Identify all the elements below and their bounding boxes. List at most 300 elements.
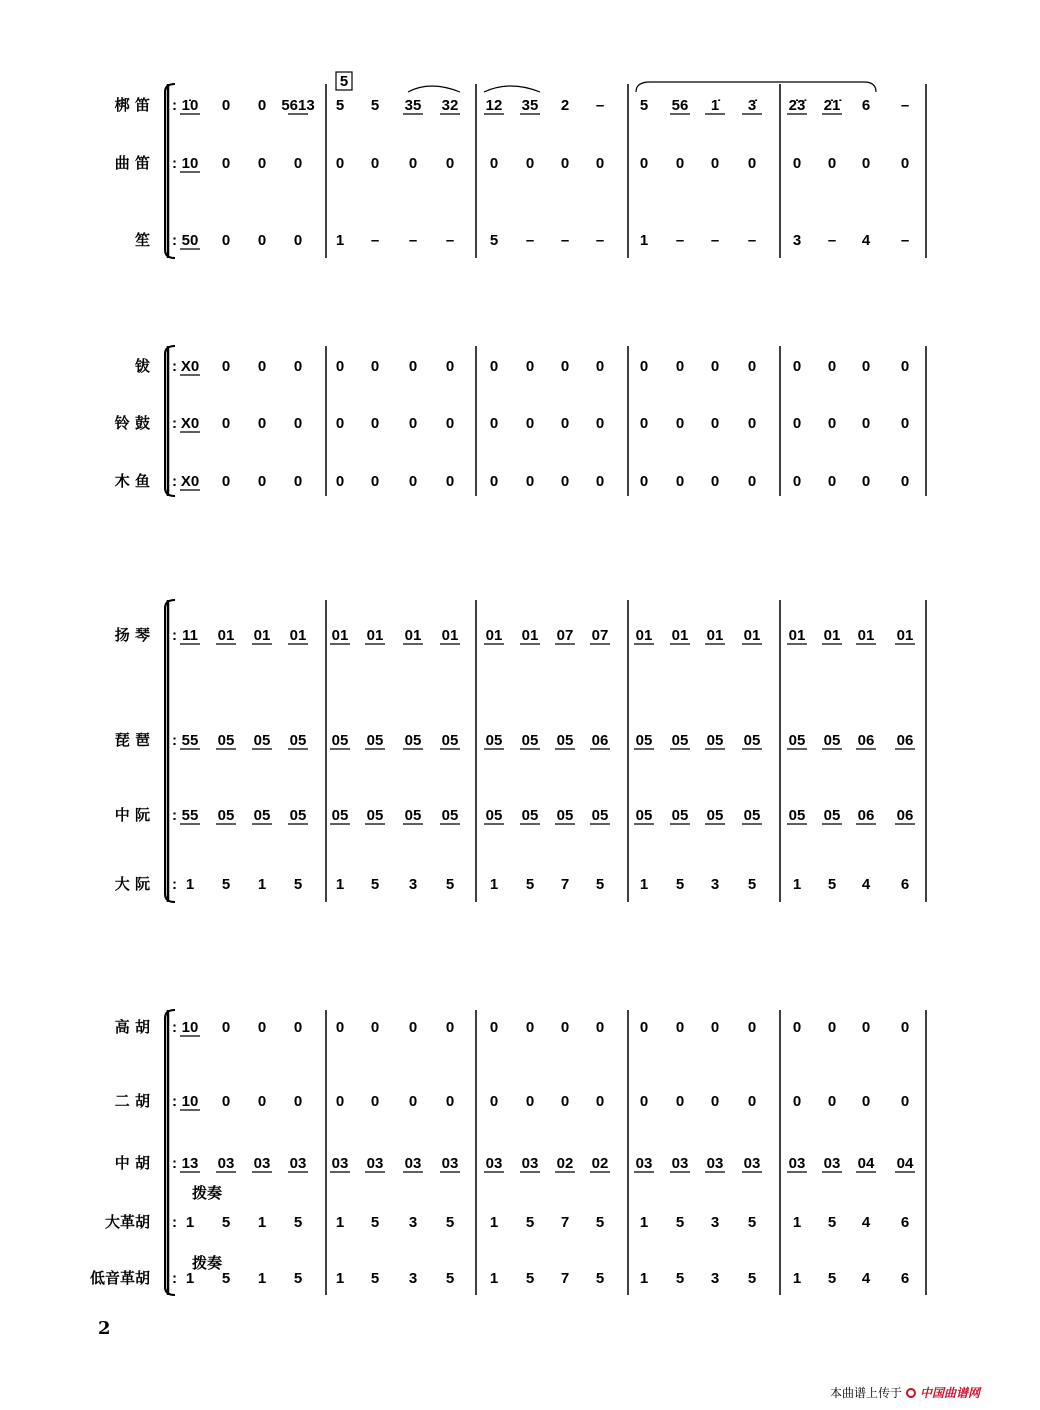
note: 56 — [671, 97, 689, 114]
note: 04 — [857, 1155, 875, 1172]
note: 0 — [221, 97, 231, 114]
note: 1 — [257, 1270, 267, 1287]
note: – — [408, 232, 418, 249]
note: 0 — [445, 1019, 455, 1036]
repeat-sign: : — [172, 1270, 177, 1287]
note: 1 — [185, 1270, 195, 1287]
note: 05 — [743, 807, 761, 824]
note: 0 — [900, 1093, 910, 1110]
note: 5 — [525, 876, 535, 893]
note: 0 — [710, 1019, 720, 1036]
note: 5 — [221, 876, 231, 893]
note: 0 — [861, 415, 871, 432]
note: 3̇ — [747, 97, 757, 114]
note: 0 — [675, 1093, 685, 1110]
note: 0 — [408, 473, 418, 490]
note: 05 — [289, 732, 307, 749]
note: 4 — [861, 1270, 871, 1287]
note: 05 — [635, 732, 653, 749]
note: 03 — [485, 1155, 503, 1172]
note: 5613 — [281, 97, 315, 114]
note: 05 — [217, 732, 235, 749]
note: – — [445, 232, 455, 249]
note: 5 — [445, 1270, 455, 1287]
note: 5 — [445, 1214, 455, 1231]
note: 0 — [900, 358, 910, 375]
note: 05 — [366, 807, 384, 824]
note: 0 — [221, 1019, 231, 1036]
note: 5 — [675, 876, 685, 893]
note: 1 — [792, 1214, 802, 1231]
note: 0 — [445, 358, 455, 375]
note: 5 — [293, 1270, 303, 1287]
note: 0 — [408, 415, 418, 432]
note: 0 — [560, 415, 570, 432]
note: 0 — [525, 415, 535, 432]
note: 5 — [639, 97, 649, 114]
note: 05 — [441, 732, 459, 749]
note: 1 — [335, 232, 345, 249]
note: 0 — [861, 358, 871, 375]
repeat-sign: : — [172, 1019, 177, 1036]
note: – — [595, 232, 605, 249]
note: 0 — [675, 415, 685, 432]
note: 5 — [747, 1270, 757, 1287]
repeat-sign: : — [172, 1093, 177, 1110]
instrument-name: 中 胡 — [114, 1154, 150, 1172]
repeat-sign: : — [172, 1155, 177, 1172]
note: 0 — [560, 1019, 570, 1036]
note: 5 — [370, 97, 380, 114]
note: 5 — [747, 876, 757, 893]
note: 0 — [525, 358, 535, 375]
note: 05 — [485, 807, 503, 824]
note: 0 — [827, 358, 837, 375]
note: 01 — [706, 627, 724, 644]
note: 0 — [257, 1093, 267, 1110]
note: 04 — [896, 1155, 914, 1172]
note: 0 — [639, 1093, 649, 1110]
note: 0 — [675, 473, 685, 490]
note: 03 — [788, 1155, 806, 1172]
instrument-name: 钹 — [134, 357, 150, 375]
note: 0 — [595, 473, 605, 490]
note: 03 — [441, 1155, 459, 1172]
note: 05 — [671, 732, 689, 749]
note: 05 — [556, 732, 574, 749]
note: 0 — [293, 358, 303, 375]
note: 55 — [181, 807, 199, 824]
note: 0 — [827, 1093, 837, 1110]
note: 50 — [181, 232, 199, 249]
repeat-sign: : — [172, 415, 177, 432]
note: 11 — [182, 627, 198, 644]
note: 3 — [710, 876, 720, 893]
note: 35 — [404, 97, 422, 114]
note: – — [560, 232, 570, 249]
note: 0 — [221, 415, 231, 432]
site-logo-icon — [906, 1388, 916, 1398]
note: 0 — [639, 358, 649, 375]
note: 0 — [335, 415, 345, 432]
note: 7 — [560, 876, 570, 893]
note: 05 — [485, 732, 503, 749]
note: 05 — [635, 807, 653, 824]
note: – — [900, 97, 910, 114]
note: 5 — [595, 876, 605, 893]
note: 0 — [747, 1019, 757, 1036]
note: 0 — [293, 232, 303, 249]
note: 3 — [710, 1270, 720, 1287]
note: 0 — [861, 1093, 871, 1110]
note: 55 — [181, 732, 199, 749]
note: 05 — [331, 807, 349, 824]
note: 0 — [221, 155, 231, 172]
note: 01 — [441, 627, 459, 644]
note: 05 — [521, 732, 539, 749]
note: 05 — [591, 807, 609, 824]
note: 05 — [706, 807, 724, 824]
repeat-sign: : — [172, 358, 177, 375]
note: 0 — [445, 415, 455, 432]
note: 0 — [370, 415, 380, 432]
note: 05 — [788, 732, 806, 749]
note: 01 — [366, 627, 384, 644]
note: 0 — [861, 473, 871, 490]
note: 0 — [595, 358, 605, 375]
note: 05 — [404, 807, 422, 824]
note: 01 — [857, 627, 875, 644]
note: 1 — [335, 876, 345, 893]
group-bracket — [165, 600, 175, 902]
note: 12 — [485, 97, 503, 114]
instrument-name: 笙 — [134, 231, 150, 249]
page-number: 2 — [98, 1318, 111, 1339]
note: 1 — [185, 876, 195, 893]
repeat-sign: : — [172, 732, 177, 749]
note: 1 — [257, 1214, 267, 1231]
note: 1 — [792, 1270, 802, 1287]
note: 4 — [861, 876, 871, 893]
note: 2̇3̇ — [788, 97, 806, 114]
repeat-sign: : — [172, 232, 177, 249]
note: 01 — [896, 627, 914, 644]
note: 05 — [253, 807, 271, 824]
note: 0 — [595, 1093, 605, 1110]
note: 03 — [404, 1155, 422, 1172]
note: 0 — [257, 358, 267, 375]
note: 0 — [370, 155, 380, 172]
note: 06 — [857, 732, 875, 749]
note: 0 — [335, 155, 345, 172]
note: 02 — [556, 1155, 574, 1172]
note: 5 — [595, 1214, 605, 1231]
note: 0 — [293, 1019, 303, 1036]
note: – — [675, 232, 685, 249]
note: 10 — [181, 155, 199, 172]
note: 05 — [743, 732, 761, 749]
repeat-sign: : — [172, 627, 177, 644]
note: 0 — [257, 97, 267, 114]
note: 1 — [489, 876, 499, 893]
note: 0 — [639, 473, 649, 490]
note: 6 — [900, 876, 910, 893]
note: 0 — [335, 358, 345, 375]
note: 03 — [253, 1155, 271, 1172]
note: 0 — [489, 1019, 499, 1036]
note: 0 — [408, 358, 418, 375]
note: – — [710, 232, 720, 249]
note: 0 — [792, 415, 802, 432]
note: 5 — [595, 1270, 605, 1287]
note: – — [827, 232, 837, 249]
repeat-sign: : — [172, 155, 177, 172]
note: 0 — [560, 1093, 570, 1110]
note: 0 — [445, 155, 455, 172]
note: 5 — [370, 1270, 380, 1287]
note: 0 — [747, 473, 757, 490]
slur — [484, 86, 540, 92]
note: 5 — [675, 1214, 685, 1231]
note: 0 — [675, 358, 685, 375]
instrument-name: 扬 琴 — [114, 626, 150, 644]
note: 0 — [900, 1019, 910, 1036]
note: 0 — [747, 358, 757, 375]
note: 01 — [635, 627, 653, 644]
note: X0 — [180, 358, 200, 375]
note: 1 — [335, 1270, 345, 1287]
note: 05 — [823, 807, 841, 824]
note: 01 — [485, 627, 503, 644]
note: 1 — [639, 1214, 649, 1231]
note: 6 — [900, 1214, 910, 1231]
note: 0 — [792, 155, 802, 172]
note: 0 — [221, 232, 231, 249]
note: 0 — [525, 1019, 535, 1036]
footer-site: 中国曲谱网 — [919, 1386, 980, 1400]
note: 0 — [525, 473, 535, 490]
note: 0 — [560, 473, 570, 490]
note: 06 — [896, 732, 914, 749]
upload-footer — [830, 1384, 980, 1401]
note: 0 — [408, 1019, 418, 1036]
note: 5 — [525, 1214, 535, 1231]
note: 0 — [489, 415, 499, 432]
note: 0 — [675, 155, 685, 172]
note: 01 — [671, 627, 689, 644]
note: 01 — [743, 627, 761, 644]
note: 06 — [896, 807, 914, 824]
note: 7 — [560, 1270, 570, 1287]
note: 0 — [221, 473, 231, 490]
note: 5 — [293, 876, 303, 893]
repeat-sign: : — [172, 97, 177, 114]
note: 05 — [521, 807, 539, 824]
note: 0 — [710, 415, 720, 432]
instrument-name: 高 胡 — [114, 1018, 150, 1036]
note: 0 — [861, 1019, 871, 1036]
note: 0 — [445, 473, 455, 490]
note: 3 — [408, 1270, 418, 1287]
note: 0 — [792, 1093, 802, 1110]
note: 06 — [591, 732, 609, 749]
note: 01 — [331, 627, 349, 644]
instrument-name: 二 胡 — [114, 1092, 150, 1110]
note: 01 — [788, 627, 806, 644]
note: 0 — [560, 155, 570, 172]
repeat-sign: : — [172, 876, 177, 893]
note: 0 — [335, 1019, 345, 1036]
note: 5 — [525, 1270, 535, 1287]
note: 0 — [257, 1019, 267, 1036]
note: 1̇ — [710, 97, 720, 114]
note: 2̇1̇ — [823, 97, 841, 114]
note: 05 — [441, 807, 459, 824]
instrument-name: 中 阮 — [114, 806, 150, 824]
note: 0 — [370, 473, 380, 490]
note: 0 — [827, 155, 837, 172]
note: 0 — [792, 358, 802, 375]
note: – — [747, 232, 757, 249]
note: 0 — [747, 155, 757, 172]
note: 03 — [366, 1155, 384, 1172]
note: 3 — [710, 1214, 720, 1231]
note: 5 — [221, 1214, 231, 1231]
note: 1 — [639, 1270, 649, 1287]
note: 01 — [289, 627, 307, 644]
note: 01 — [404, 627, 422, 644]
note: 0 — [525, 1093, 535, 1110]
note: 05 — [404, 732, 422, 749]
note: 5 — [827, 1270, 837, 1287]
note: 0 — [293, 473, 303, 490]
note: X0 — [180, 415, 200, 432]
note: 0 — [792, 1019, 802, 1036]
instrument-name: 低音革胡 — [89, 1269, 150, 1287]
note: 5 — [827, 876, 837, 893]
note: 7 — [560, 1214, 570, 1231]
note: 05 — [217, 807, 235, 824]
note: 5 — [221, 1270, 231, 1287]
note: 1 — [792, 876, 802, 893]
note: – — [525, 232, 535, 249]
footer-text: 本曲谱上传于 — [829, 1386, 902, 1400]
slur — [408, 86, 460, 92]
note: 05 — [331, 732, 349, 749]
note: 10 — [181, 1093, 199, 1110]
note: 0 — [595, 415, 605, 432]
note: 0 — [595, 155, 605, 172]
note: 5 — [445, 876, 455, 893]
note: 05 — [788, 807, 806, 824]
note: 0 — [710, 1093, 720, 1110]
pluck-label: 拨奏 — [192, 1254, 223, 1272]
instrument-name: 曲 笛 — [114, 154, 150, 172]
note: 0 — [710, 358, 720, 375]
note: 1 — [639, 232, 649, 249]
note: 5 — [335, 97, 345, 114]
note: 5 — [489, 232, 499, 249]
note: 07 — [556, 627, 574, 644]
note: 05 — [253, 732, 271, 749]
note: 0 — [257, 415, 267, 432]
note: 35 — [521, 97, 539, 114]
repeat-sign: : — [172, 807, 177, 824]
note: 0 — [639, 415, 649, 432]
note: 1 — [489, 1214, 499, 1231]
note: 5 — [675, 1270, 685, 1287]
rehearsal-mark: 5 — [339, 73, 349, 90]
note: 32 — [441, 97, 459, 114]
note: 03 — [823, 1155, 841, 1172]
note: 03 — [706, 1155, 724, 1172]
note: 0 — [370, 358, 380, 375]
note: 01 — [521, 627, 539, 644]
note: 0 — [639, 1019, 649, 1036]
instrument-name: 梆 笛 — [114, 96, 150, 114]
note: 0 — [747, 415, 757, 432]
group-bracket — [165, 1010, 175, 1295]
note: 10 — [181, 1019, 199, 1036]
note: 05 — [706, 732, 724, 749]
note: X0 — [180, 473, 200, 490]
instrument-name: 木 鱼 — [114, 472, 150, 490]
note: 0 — [257, 155, 267, 172]
instrument-name: 琵 琶 — [114, 731, 150, 749]
note: 0 — [489, 473, 499, 490]
note: 5 — [747, 1214, 757, 1231]
note: 0 — [747, 1093, 757, 1110]
note: 0 — [445, 1093, 455, 1110]
note: 05 — [556, 807, 574, 824]
note: 01 — [253, 627, 271, 644]
note: 1 — [185, 1214, 195, 1231]
note: 0 — [408, 1093, 418, 1110]
note: – — [900, 232, 910, 249]
note: 0 — [335, 1093, 345, 1110]
note: 02 — [591, 1155, 609, 1172]
note: 0 — [900, 155, 910, 172]
note: 05 — [823, 732, 841, 749]
note: 5 — [370, 1214, 380, 1231]
note: 0 — [525, 155, 535, 172]
note: 06 — [857, 807, 875, 824]
note: 0 — [293, 415, 303, 432]
instrument-name: 大革胡 — [104, 1213, 150, 1231]
note: 03 — [217, 1155, 235, 1172]
note: 2 — [560, 97, 570, 114]
note: 0 — [710, 155, 720, 172]
note: – — [595, 97, 605, 114]
note: 1 — [257, 876, 267, 893]
note: 03 — [521, 1155, 539, 1172]
note: – — [370, 232, 380, 249]
note: 0 — [370, 1019, 380, 1036]
note: 1 — [335, 1214, 345, 1231]
note: 1̇0 — [181, 97, 199, 114]
note: 1 — [639, 876, 649, 893]
note: 4 — [861, 232, 871, 249]
note: 0 — [335, 473, 345, 490]
note: 0 — [293, 1093, 303, 1110]
note: 0 — [861, 155, 871, 172]
note: 03 — [635, 1155, 653, 1172]
repeat-sign: : — [172, 1214, 177, 1231]
note: 4 — [861, 1214, 871, 1231]
note: 0 — [489, 1093, 499, 1110]
note: 1 — [489, 1270, 499, 1287]
note: 0 — [675, 1019, 685, 1036]
